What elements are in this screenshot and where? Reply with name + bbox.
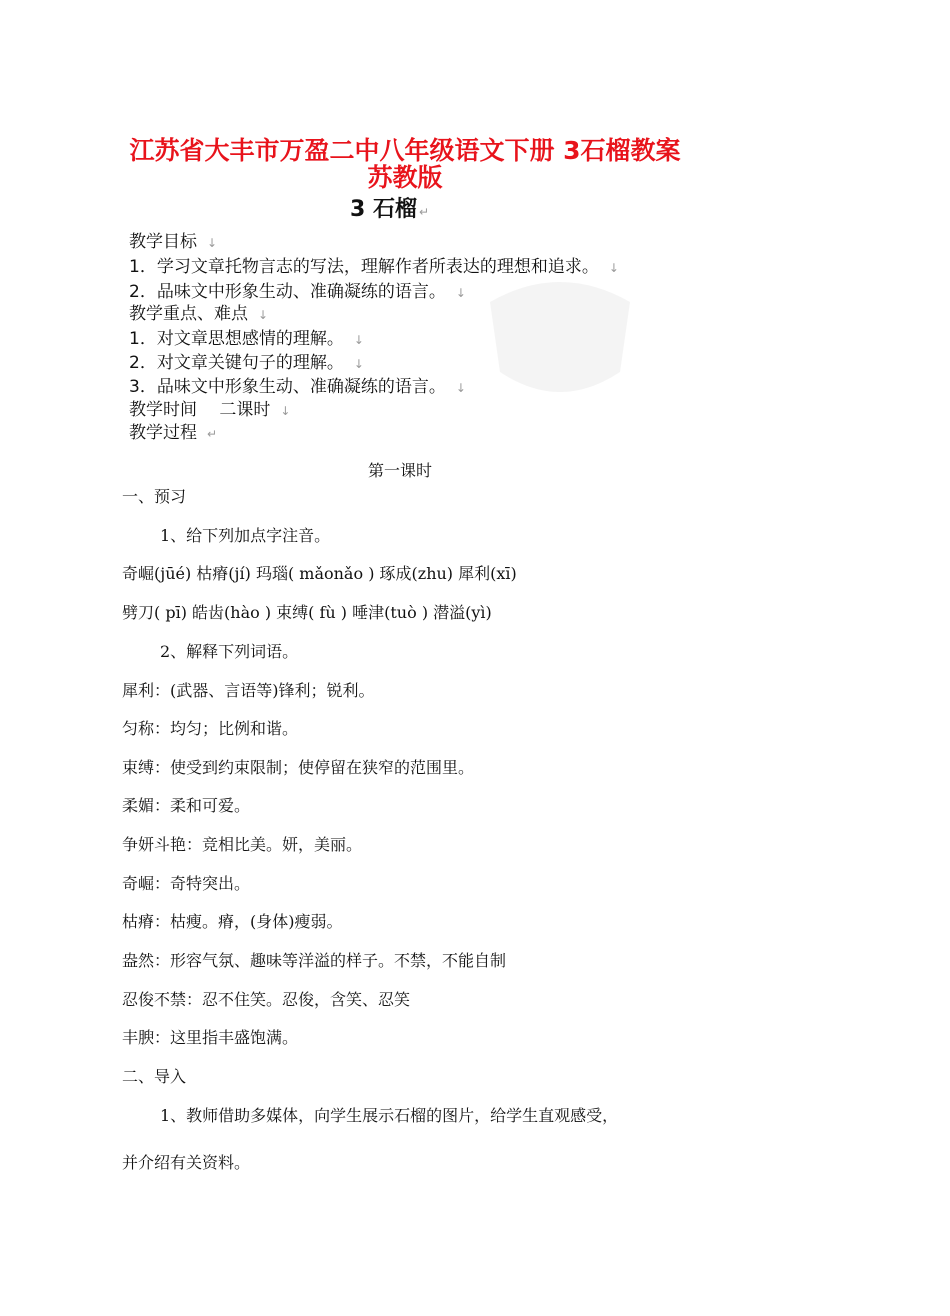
term-definition: 枯瘠：枯瘦。瘠，(身体)瘦弱。: [122, 912, 343, 931]
objectives-heading-text: 教学目标: [129, 232, 197, 252]
line-break-mark-icon: ↓: [608, 261, 619, 275]
document-title-line-2: 苏教版: [367, 163, 443, 192]
key-point-item: [129, 376, 466, 399]
term-definition: 争妍斗艳：竞相比美。妍，美丽。: [122, 835, 363, 854]
line-break-mark-icon: ↓: [280, 404, 291, 418]
term-definition: 盎然：形容气氛、趣味等洋溢的样子。不禁，不能自制: [122, 951, 507, 970]
teaching-process-text: 教学过程: [129, 423, 197, 443]
key-point-item: [129, 352, 364, 375]
term-definition: 犀利：(武器、言语等)锋利；锐利。: [122, 681, 375, 700]
intro-paragraph-line-2: 并介绍有关资料。: [122, 1153, 251, 1172]
line-break-mark-icon: ↓: [207, 236, 218, 250]
key-point-item-text: 1．对文章思想感情的理解。: [129, 329, 344, 349]
objectives-heading: [129, 231, 217, 254]
term-definition: 匀称：均匀；比例和谐。: [122, 719, 299, 738]
lesson-title-text: 3 石榴: [350, 197, 417, 222]
key-point-item-text: 2．对文章关键句子的理解。: [129, 353, 344, 373]
line-break-mark-icon: ↓: [455, 381, 466, 395]
key-point-item: [129, 328, 364, 351]
teaching-time: [129, 399, 290, 422]
line-break-mark-icon: ↓: [455, 286, 466, 300]
intro-paragraph-line-1: 1、教师借助多媒体，向学生展示石榴的图片，给学生直观感受，: [160, 1106, 619, 1125]
key-points-heading-text: 教学重点、难点: [129, 304, 248, 324]
pinyin-row-2: 劈刀( pī) 皓齿(hào ) 束缚( fù ) 唾津(tuò ) 潜溢(yì): [122, 603, 492, 622]
preview-task-1: 1、给下列加点字注音。: [160, 526, 331, 545]
lesson-title: [350, 196, 429, 226]
paragraph-mark-icon: ↵: [207, 427, 218, 441]
teaching-time-text: 教学时间 二课时: [129, 400, 271, 420]
term-definition: 奇崛：奇特突出。: [122, 874, 251, 893]
key-point-item-text: 3．品味文中形象生动、准确凝练的语言。: [129, 377, 446, 397]
first-lesson-heading: 第一课时: [368, 461, 433, 480]
objective-item-text: 2．品味文中形象生动、准确凝练的语言。: [129, 282, 446, 302]
term-definition: 丰腴：这里指丰盛饱满。: [122, 1028, 299, 1047]
objective-item-text: 1．学习文章托物言志的写法，理解作者所表达的理想和追求。: [129, 257, 599, 277]
objective-item: [129, 256, 619, 279]
objective-item: [129, 281, 466, 304]
term-definition: 束缚：使受到约束限制；使停留在狭窄的范围里。: [122, 758, 475, 777]
paragraph-mark-icon: ↵: [418, 205, 430, 219]
intro-heading: 二、导入: [122, 1067, 187, 1086]
teaching-process: [129, 422, 217, 445]
line-break-mark-icon: ↓: [353, 333, 364, 347]
line-break-mark-icon: ↓: [258, 308, 269, 322]
pinyin-row-1: 奇崛(jūé) 枯瘠(jí) 玛瑙( mǎonǎo ) 琢成(zhu) 犀利(xī): [122, 564, 517, 583]
line-break-mark-icon: ↓: [353, 357, 364, 371]
term-definition: 柔媚：柔和可爱。: [122, 796, 251, 815]
preview-heading: 一、预习: [122, 487, 187, 506]
document-title-line-1: 江苏省大丰市万盈二中八年级语文下册 3石榴教案: [129, 136, 681, 165]
key-points-heading: [129, 303, 268, 326]
preview-task-2: 2、解释下列词语。: [160, 642, 299, 661]
term-definition: 忍俊不禁：忍不住笑。忍俊，含笑、忍笑: [122, 990, 411, 1009]
watermark-logo-icon: [470, 262, 650, 412]
